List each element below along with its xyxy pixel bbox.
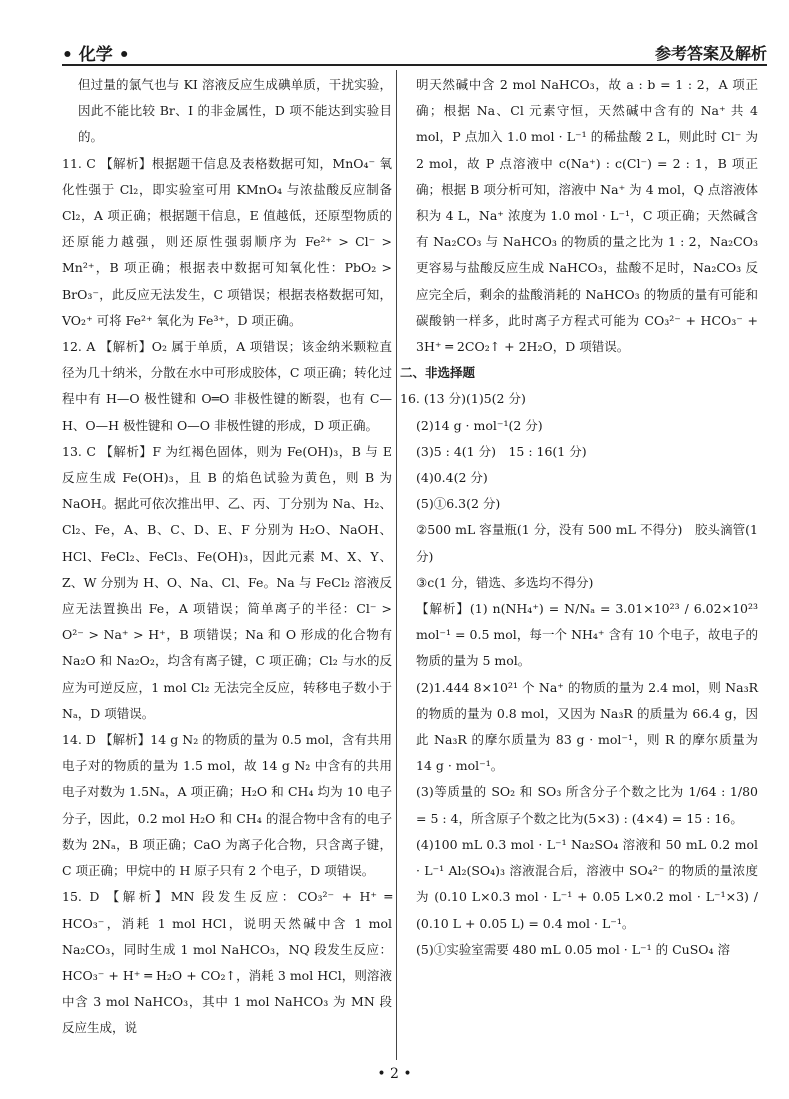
answer-line: (5)①6.3(2 分) [416, 496, 501, 512]
answer-item-11: 11. C 【解析】根据题干信息及表格数据可知，MnO₄⁻ 氧化性强于 Cl₂，即实验室可用 KMnO₄ 与浓盐酸反应制备 Cl₂，A 项正确；根据题干信息，E 值越低，还原型物质的还原能力越强，则还原性强弱顺序为 Fe²⁺ > Cl⁻ > Mn²⁺，B 项正确；根据表中数据可知氧化性：PbO₂ > BrO₃⁻，此反应无法发生，C 项错误；根据表格数据可知，VO₂⁺ 可将 Fe²⁺ 氧化为 Fe³⁺，D 项正确。 [62, 155, 392, 328]
column-divider [396, 70, 397, 1060]
answer-paragraph: 明天然碱中含 2 mol NaHCO₃，故 a : b = 1 : 2，A 项正确；根据 Na、Cl 元素守恒，天然碱中含有的 Na⁺ 共 4 mol，P 点加入 1.0 mol · L⁻¹ 的稀盐酸 2 L，则此时 Cl⁻ 为 2 mol，故 P 点溶液中 c(Na⁺) : c(Cl⁻) = 2 : 1，B 项正确；根据 B 项分析可知，溶液中 Na⁺ 为 4 mol，Q 点溶液体积为 4 L，Na⁺ 浓度为 1.0 mol · L⁻¹，C 项正确；天然碱含有 Na₂CO₃ 与 NaHCO₃ 的物质的量之比为 1 : 2，Na₂CO₃ 更容易与盐酸反应生成 NaHCO₃，盐酸不足时，Na₂CO₃ 反应完全后，剩余的盐酸消耗的 NaHCO₃ 的物质的量有可能和碳酸钠一样多，此时离子方程式可能为 CO₃²⁻ + HCO₃⁻ + 3H⁺ ═ 2CO₂↑ + 2H₂O，D 项错误。 [416, 77, 758, 355]
analysis-paragraph: (5)①实验室需要 480 mL 0.05 mol · L⁻¹ 的 CuSO₄ 溶 [416, 941, 731, 957]
answer-line: (2)14 g · mol⁻¹(2 分) [416, 417, 543, 433]
page-number: • 2 • [377, 1066, 412, 1082]
right-column [400, 72, 758, 963]
answer-item-12: 12. A 【解析】O₂ 属于单质，A 项错误；该金纳米颗粒直径为几十纳米，分散在水中可形成胶体，C 项正确；转化过程中有 H—O 极性键和 O═O 非极性键的断裂，也有 C—H、O—H 极性键和 O—O 非极性键的形成，D 项正确。 [62, 339, 392, 433]
analysis-paragraph: (2)1.444 8×10²¹ 个 Na⁺ 的物质的量为 2.4 mol，则 Na₃R 的物质的量为 0.8 mol，又因为 Na₃R 的质量为 66.4 g，因此 Na₃R 的摩尔质量为 83 g · mol⁻¹，则 R 的摩尔质量为 14 g · mol⁻¹。 [416, 679, 758, 774]
page-header [62, 38, 767, 66]
answer-paragraph: 但过量的氯气也与 KI 溶液反应生成碘单质，干扰实验，因此不能比较 Br、I 的非金属性，D 项不能达到实验目的。 [78, 77, 392, 145]
section-heading: 二、非选择题 [400, 365, 476, 381]
analysis-paragraph: (4)100 mL 0.3 mol · L⁻¹ Na₂SO₄ 溶液和 50 mL 0.2 mol · L⁻¹ Al₂(SO₄)₃ 溶液混合后，溶液中 SO₄²⁻ 的物质的量浓度为 (0.10 L×0.3 mol · L⁻¹ + 0.05 L×0.2 mol · L⁻¹×3) / (0.10 L + 0.05 L) = 0.4 mol · L⁻¹。 [416, 836, 758, 931]
analysis-paragraph: 【解析】(1) n(NH₄⁺) = N/Nₐ = 3.01×10²³ / 6.02×10²³ mol⁻¹ = 0.5 mol，每一个 NH₄⁺ 含有 10 个电子，故电子的物质的量为 5 mol。 [416, 601, 758, 669]
answer-line: (3)5 : 4(1 分) 15 : 16(1 分) [416, 443, 587, 459]
subject-title: • 化学 • [62, 45, 130, 65]
answer-item-14: 14. D 【解析】14 g N₂ 的物质的量为 0.5 mol，含有共用电子对的物质的量为 1.5 mol，故 14 g N₂ 中含有的共用电子对数为 1.5Nₐ，A 项正确；H₂O 和 CH₄ 均为 10 电子分子，因此，0.2 mol H₂O 和 CH₄ 的混合物中含有的电子数为 2Nₐ，B 项正确；CaO 为离子化合物，只含离子键，C 项正确；甲烷中的 H 原子只有 2 个电子，D 项错误。 [62, 732, 392, 879]
analysis-paragraph: (3)等质量的 SO₂ 和 SO₃ 所含分子个数之比为 1/64 : 1/80 = 5 : 4，所含原子个数之比为(5×3) : (4×4) = 15 : 16。 [416, 784, 758, 826]
section-title: 参考答案及解析 [654, 44, 767, 63]
left-column [62, 72, 392, 1042]
answer-item-13: 13. C 【解析】F 为红褐色固体，则为 Fe(OH)₃，B 与 E 反应生成 Fe(OH)₃，且 B 的焰色试验为黄色，则 B 为 NaOH。据此可依次推出甲、乙、丙、丁分别为 Na、H₂、Cl₂、Fe，A、B、C、D、E、F 分别为 H₂O、NaOH、HCl、FeCl₂、FeCl₃、Fe(OH)₃，因此元素 M、X、Y、Z、W 分别为 H、O、Na、Cl、Fe。Na 与 FeCl₂ 溶液反应无法置换出 Fe，A 项错误；简单离子的半径：Cl⁻ > O²⁻ > Na⁺ > H⁺，B 项错误；Na 和 O 形成的化合物有 Na₂O 和 Na₂O₂，均含有离子键，C 项正确；Cl₂ 与水的反应为可逆反应，1 mol Cl₂ 无法完全反应，转移电子数小于 Nₐ，D 项错误。 [62, 443, 392, 721]
answer-line: (4)0.4(2 分) [416, 470, 488, 486]
answer-item-15: 15. D 【解析】MN 段发生反应：CO₃²⁻ + H⁺ ═ HCO₃⁻，消耗 1 mol HCl，说明天然碱中含 1 mol Na₂CO₃，同时生成 1 mol NaHCO₃，NQ 段发生反应：HCO₃⁻ + H⁺ ═ H₂O + CO₂↑，消耗 3 mol HCl，则溶液中含 3 mol NaHCO₃，其中 1 mol NaHCO₃ 为 MN 段反应生成，说 [62, 889, 392, 1036]
answer-item-16: 16. (13 分)(1)5(2 分) [400, 391, 526, 407]
answer-line: ③c(1 分，错选、多选均不得分) [416, 574, 594, 590]
answer-line: ②500 mL 容量瓶(1 分，没有 500 mL 不得分) 胶头滴管(1 分) [416, 522, 758, 564]
